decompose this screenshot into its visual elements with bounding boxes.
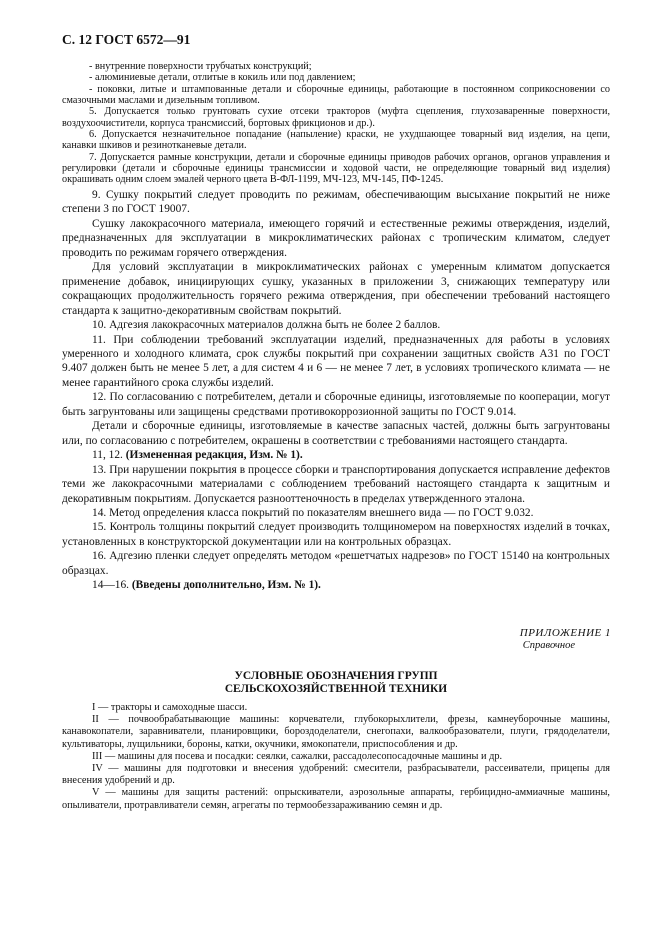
appendix-title: [62, 670, 610, 696]
title-line: СЕЛЬСКОХОЗЯЙСТВЕННОЙ ТЕХНИКИ: [224, 683, 448, 695]
note-prefix: 14—16.: [92, 579, 132, 592]
group-item: V — машины для защиты растений: опрыскиватели, аэрозольные аппараты, гербицидно-аммиачные машины, опыливатели, протравливатели семян, агрегаты по термообеззараживанию семян и др.: [62, 787, 610, 811]
paragraph: 7. Допускается рамные конструкции, детали и сборочные единицы приводов рабочих органов, органов управления и регулировки (детали и сборочные единицы трансмиссии и ходовой части, не определяющие товарный вид изделия) окрашивать одним слоем эмалей черного цвета В-ФЛ-1199, МЧ-123, МЧ-145, ПФ-1245.: [62, 151, 610, 186]
note-text: (Введены дополнительно, Изм. № 1).: [131, 579, 321, 592]
amendment-note: [62, 448, 610, 462]
continued-list-block: [62, 61, 610, 186]
appendix-type: Справочное: [522, 639, 576, 651]
group-item: II — почвообрабатывающие машины: корчеватели, глубокорыхлители, фрезы, камнеуборочные машины, канавокопатели, заравниватели, планировщики, бороздоделатели, снегопахи, валкообразователи, плуги, грядоделатели, культиваторы, лущильники, бороны, катки, окучники, ямокопатели, приспособления и др.: [62, 714, 610, 750]
paragraph: - поковки, литые и штампованные детали и сборочные единицы, работающие в постоянном соприкосновении со смазочными маслами и дизельным топливом.: [62, 83, 610, 107]
paragraph: 14. Метод определения класса покрытий по показателям внешнего вида — по ГОСТ 9.032.: [92, 506, 534, 519]
title-line: УСЛОВНЫЕ ОБОЗНАЧЕНИЯ ГРУПП: [234, 670, 438, 682]
paragraph: Детали и сборочные единицы, изготовляемые в качестве запасных частей, должны быть загрунтованы или, по согласованию с потребителем, окрашены в соответствии с требованиями настоящего стандарта.: [62, 420, 610, 447]
paragraph: 13. При нарушении покрытия в процессе сборки и транспортирования допускается исправление дефектов теми же лакокрасочными материалами с соблюдением требований настоящего стандарта к защитным и декоративным покрытиям. Допускается разнооттеночность в пределах утвержденного эталона.: [62, 463, 610, 505]
paragraph: 11. При соблюдении требований эксплуатации изделий, предназначенных для работы в условиях умеренного и холодного климата, срок службы покрытий при сохранении защитных свойств А31 по ГОСТ 9.407 должен быть не менее 5 лет, а для систем 4 и 6 — не менее 7 лет, в условиях тропического климата — не менее гарантийного срока службы изделий.: [62, 333, 610, 389]
page-header: С. 12 ГОСТ 6572—91: [62, 32, 191, 47]
paragraph: 15. Контроль толщины покрытий следует производить толщиномером на поверхностях изделий в точках, установленных в конструкторской документации или на контрольных образцах.: [62, 521, 610, 548]
group-item: I — тракторы и самоходные шасси.: [92, 702, 248, 713]
appendix-number: ПРИЛОЖЕНИЕ 1: [519, 627, 611, 639]
paragraph: 6. Допускается незначительное попадание (напыление) краски, не ухудшающее товарный вид изделия, на цепи, канавки шкивов и резинотканевые детали.: [62, 129, 610, 152]
paragraph: - внутренние поверхности трубчатых конструкций;: [89, 61, 312, 72]
note-text: (Измененная редакция, Изм. № 1).: [125, 449, 303, 462]
paragraph: 12. По согласованию с потребителем, детали и сборочные единицы, изготовляемые по кооперации, могут быть загрунтованы или защищены средствами противокоррозионной защиты по ГОСТ 9.014.: [62, 391, 610, 418]
paragraph: - алюминиевые детали, отлитые в кокиль или под давлением;: [89, 72, 356, 84]
appendix-label: [520, 627, 611, 652]
note-prefix: 11, 12.: [92, 449, 126, 462]
group-item: IV — машины для подготовки и внесения удобрений: смесители, разбрасыватели, рассеиватели, прицепы для внесения удобрений и др.: [62, 763, 610, 787]
paragraph: Для условий эксплуатации в микроклиматических районах с умеренным климатом допускается применение добавок, инициирующих сушку, указанных в приложении 3, снижающих температуру или сокращающих продолжительность горячего режима отверждения, при обеспечении требований настоящего стандарта к защитно-декоративным свойствам покрытий.: [62, 261, 610, 317]
paragraph: 10. Адгезия лакокрасочных материалов должна быть не более 2 баллов.: [92, 319, 441, 332]
paragraph: 9. Сушку покрытий следует проводить по режимам, обеспечивающим высыхание покрытий не ниже степени 3 по ГОСТ 19007.: [62, 189, 610, 216]
paragraph: 16. Адгезию пленки следует определять методом «решетчатых надрезов» по ГОСТ 15140 на контрольных образцах.: [62, 550, 610, 577]
paragraph: 5. Допускается только грунтовать сухие отсеки тракторов (муфта сцепления, глухозаваренные поверхности, воздухоочистители, корпуса трансмиссий, бортовых фрикционов и др.).: [62, 106, 610, 129]
group-item: III — машины для посева и посадки: сеялки, сажалки, рассадолесопосадочные машины и др.: [92, 750, 503, 762]
paragraph: Сушку лакокрасочного материала, имеющего горячий и естественные режимы отверждения, изделий, предназначенных для эксплуатации в микроклиматических районах с тропическим климатом, следует проводить по режимам горячего отверждения.: [62, 217, 610, 259]
appendix-body: [62, 702, 610, 812]
main-clauses-block: [62, 188, 610, 593]
amendment-note: [62, 578, 610, 592]
